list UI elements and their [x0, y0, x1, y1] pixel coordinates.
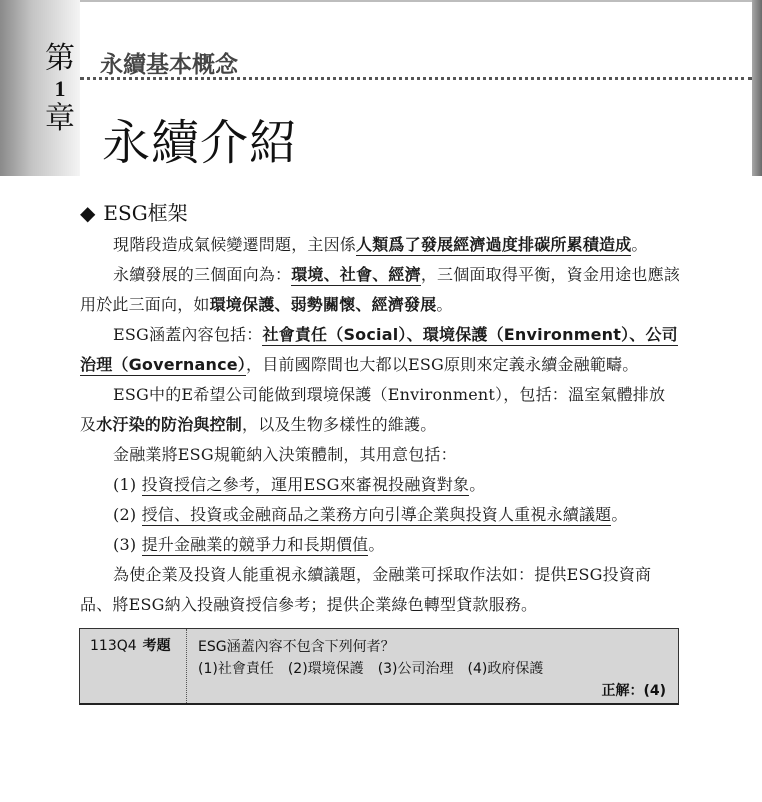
exam-question: ESG涵蓋內容不包含下列何者？ [198, 639, 395, 655]
chapter-title: 永續介紹 [102, 115, 299, 171]
section-heading [80, 197, 188, 226]
paragraph-esg-scope: ESG涵蓋內容包括：社會責任（Social）、環境保護（Environment）、公司治理（Governance），目前國際間也大都以ESG原則來定義永續金融範疇。 [80, 325, 678, 374]
chapter-char-first: 第 [45, 41, 75, 76]
exam-option: (4)政府保護 [467, 661, 544, 677]
exam-option: (1)社會責任 [198, 661, 274, 677]
chapter-number: 1 [54, 76, 66, 101]
exam-option: (3)公司治理 [377, 661, 454, 677]
body-text [80, 230, 680, 620]
page-edge-band [752, 0, 762, 176]
exam-tag [80, 629, 187, 703]
exam-option: (2)環境保護 [287, 661, 364, 677]
chapter-label [40, 41, 80, 136]
chapter-char-second: 章 [45, 101, 75, 136]
paragraph-finance-intent: 金融業將ESG規範納入決策體制，其用意包括： [113, 445, 457, 464]
list-item: (1) 投資授信之參考，運用ESG來審視投融資對象。 [113, 475, 486, 494]
exam-answer: 正解：(4) [601, 683, 666, 699]
exam-question-box [79, 628, 679, 705]
exam-kind: 考題 [142, 638, 171, 654]
section-heading-text: ESG框架 [103, 201, 188, 225]
dotted-divider [80, 77, 752, 80]
paragraph-climate: 現階段造成氣候變遷問題，主因係人類爲了發展經濟過度排碳所累積造成。 [113, 235, 648, 254]
section-name: 永續基本概念 [100, 52, 238, 78]
top-rule [80, 0, 752, 2]
diamond-bullet-icon: ◆ [80, 201, 96, 225]
paragraph-practices: 為使企業及投資人能重視永續議題，金融業可採取作法如：提供ESG投資商品、將ESG納入投融資授信參考；提供企業綠色轉型貸款服務。 [80, 565, 652, 614]
list-item: (2) 授信、投資或金融商品之業務方向引導企業與投資人重視永續議題。 [113, 505, 628, 524]
exam-options [198, 658, 557, 678]
exam-code: 113Q4 [90, 638, 137, 654]
paragraph-environment: ESG中的E希望公司能做到環境保護（Environment），包括：溫室氣體排放及水汙染的防治與控制，以及生物多樣性的維護。 [80, 385, 666, 434]
list-item: (3) 提升金融業的競爭力和長期價值。 [113, 535, 385, 554]
paragraph-three-aspects: 永續發展的三個面向為：環境、社會、經濟，三個面取得平衡，資金用途也應該用於此三面向，如環境保護、弱勢關懷、經濟發展。 [80, 265, 681, 314]
